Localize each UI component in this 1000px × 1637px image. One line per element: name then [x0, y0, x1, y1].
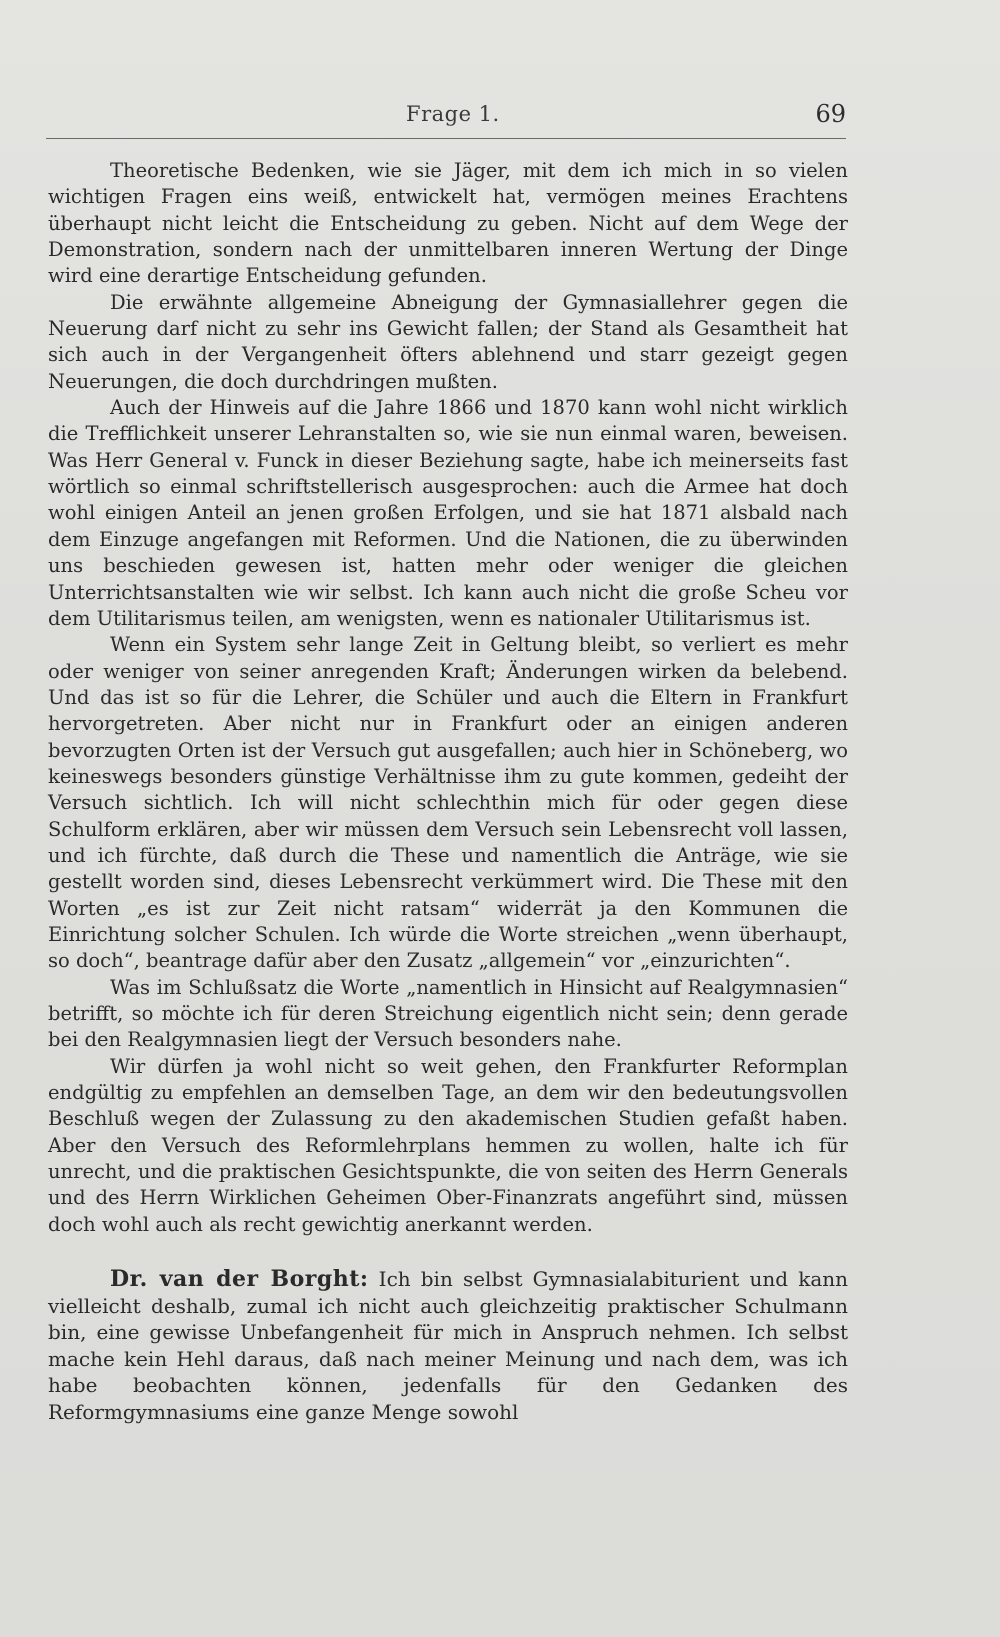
paragraph-3: Auch der Hinweis auf die Jahre 1866 und 1870 kann wohl nicht wirklich die Trefflichkeit unserer Lehranstalten so, wie sie nun einmal waren, beweisen. Was Herr General v. Funck in dieser Beziehung sagte, habe ich meinerseits fast wörtlich so einmal schriftstellerisch ausgesprochen: auch die Armee hat doch wohl einigen Anteil an jenen großen Erfolgen, und sie hat 1871 alsbald nach dem Einzuge angefangen mit Reformen. Und die Nationen, die zu überwinden uns beschieden gewesen ist, hatten mehr oder weniger die gleichen Unterrichtsanstalten wie wir selbst. Ich kann auch nicht die große Scheu vor dem Utilitarismus teilen, am wenigsten, wenn es nationaler Utilitarismus ist.: [48, 396, 848, 630]
paragraph-2: Die erwähnte allgemeine Abneigung der Gymnasiallehrer gegen die Neuerung darf nicht zu sehr ins Gewicht fallen; der Stand als Gesamtheit hat sich auch in der Vergangenheit öfters ablehnend und starr gezeigt gegen Neuerungen, die doch durchdringen mußten.: [48, 290, 848, 393]
page-header: [46, 100, 846, 139]
paragraph-4: Wenn ein System sehr lange Zeit in Geltung bleibt, so verliert es mehr oder weniger von seiner anregenden Kraft; Änderungen wirken da belebend. Und das ist so für die Lehrer, die Schüler und auch die Eltern in Frankfurt hervorgetreten. Aber nicht nur in Frankfurt oder an einigen anderen bevorzugten Orten ist der Versuch gut ausgefallen; auch hier in Schöneberg, wo keineswegs besonders günstige Verhältnisse ihm zu gute kommen, gedeiht der Versuch sichtlich. Ich will nicht schlechthin mich für oder gegen diese Schulform erklären, aber wir müssen dem Versuch sein Lebensrecht voll lassen, und ich fürchte, daß durch die These und namentlich die Anträge, wie sie gestellt worden sind, dieses Lebensrecht verkümmert wird. Die These mit den Worten „es ist zur Zeit nicht ratsam“ widerrät ja den Kommunen die Einrichtung solcher Schulen. Ich würde die Worte streichen „wenn überhaupt, so doch“, beantrage dafür aber den Zusatz „allgemein“ vor „einzurichten“.: [48, 633, 848, 973]
paragraph-6: Wir dürfen ja wohl nicht so weit gehen, den Frankfurter Reformplan endgültig zu empfehlen an demselben Tage, an dem wir den bedeutungsvollen Beschluß wegen der Zulassung zu den akademischen Studien gefaßt haben. Aber den Versuch des Reformlehrplans hemmen zu wollen, halte ich für unrecht, und die praktischen Gesichtspunkte, die von seiten des Herrn Generals und des Herrn Wirklichen Geheimen Ober-Finanzrats angeführt sind, müssen doch wohl auch als recht gewichtig anerkannt werden.: [48, 1054, 848, 1236]
speech-block: [48, 1266, 848, 1425]
speaker-name: Dr. van der Borght:: [110, 1266, 369, 1293]
running-title: Frage 1.: [406, 102, 500, 126]
speech-text: Ich bin selbst Gymnasialabiturient und kann vielleicht deshalb, zumal ich nicht auch gleichzeitig praktischer Schulmann bin, eine gewisse Unbefangenheit für mich in Anspruch nehmen. Ich selbst mache kein Hehl daraus, daß nach meiner Meinung und nach dem, was ich habe beobachten können, jedenfalls für den Gedanken des Reformgymnasiums eine ganze Menge sowohl: [48, 1267, 849, 1424]
paragraph-1: Theoretische Bedenken, wie sie Jäger, mit dem ich mich in so vielen wichtigen Fragen eins weiß, entwickelt hat, vermögen meines Erachtens überhaupt nicht leicht die Entscheidung zu geben. Nicht auf dem Wege der Demonstration, sondern nach der unmittelbaren inneren Wertung der Dinge wird eine derartige Entscheidung gefunden.: [48, 159, 848, 288]
paragraph-5: Was im Schlußsatz die Worte „namentlich in Hinsicht auf Realgymnasien“ betrifft, so möchte ich für deren Streichung eigentlich nicht sein; denn gerade bei den Realgymnasien liegt der Versuch besonders nahe.: [48, 975, 848, 1052]
page-number: 69: [815, 100, 846, 128]
page-body: [48, 158, 848, 1425]
